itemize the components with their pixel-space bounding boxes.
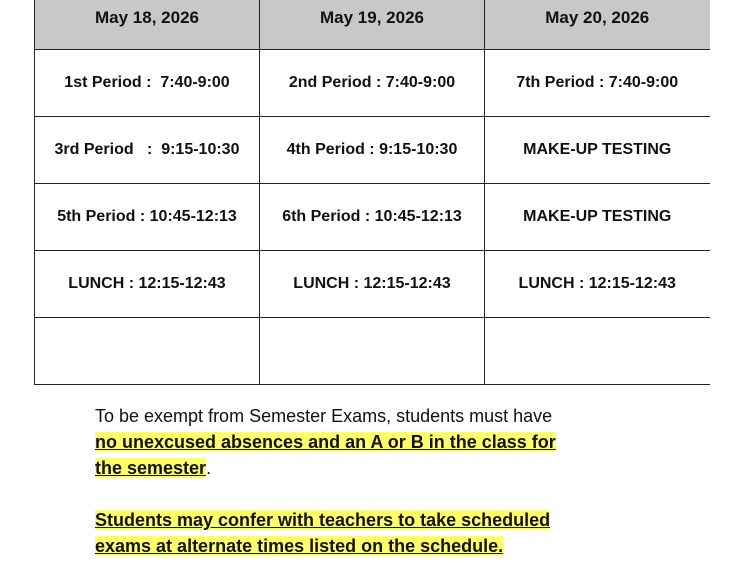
exam-schedule-table (34, 0, 710, 385)
date-header: May 18, 2026 (35, 0, 260, 50)
table-row (35, 117, 710, 184)
schedule-cell: 6th Period : 10:45-12:13 (260, 184, 485, 251)
schedule-cell: 7th Period : 7:40-9:00 (485, 50, 710, 117)
exemption-end: . (206, 458, 212, 478)
schedule-cell: LUNCH : 12:15-12:43 (485, 251, 710, 318)
table-row (35, 184, 710, 251)
exemption-lead-text: To be exempt from Semester Exams, students must have (95, 406, 553, 426)
date-header: May 20, 2026 (485, 0, 710, 50)
exemption-requirement: no unexcused absences and an A or B in the class for the semester (95, 432, 556, 478)
table-row (35, 318, 710, 385)
schedule-cell: 4th Period : 9:15-10:30 (260, 117, 485, 184)
schedule-cell: LUNCH : 12:15-12:43 (260, 251, 485, 318)
exam-notes (95, 403, 575, 559)
schedule-cell (260, 318, 485, 385)
schedule-cell: 3rd Period : 9:15-10:30 (35, 117, 260, 184)
confer-note (95, 507, 575, 559)
schedule-cell: 5th Period : 10:45-12:13 (35, 184, 260, 251)
schedule-cell: MAKE-UP TESTING (485, 117, 710, 184)
confer-highlight: Students may confer with teachers to take scheduled exams at alternate times listed on the schedule. (95, 510, 551, 556)
table-row (35, 50, 710, 117)
table-row (35, 251, 710, 318)
schedule-cell: 1st Period : 7:40-9:00 (35, 50, 260, 117)
schedule-cell (485, 318, 710, 385)
schedule-cell: MAKE-UP TESTING (485, 184, 710, 251)
schedule-cell: 2nd Period : 7:40-9:00 (260, 50, 485, 117)
exemption-note (95, 403, 575, 481)
schedule-cell (35, 318, 260, 385)
header-row (35, 0, 710, 50)
schedule-cell: LUNCH : 12:15-12:43 (35, 251, 260, 318)
date-header: May 19, 2026 (260, 0, 485, 50)
